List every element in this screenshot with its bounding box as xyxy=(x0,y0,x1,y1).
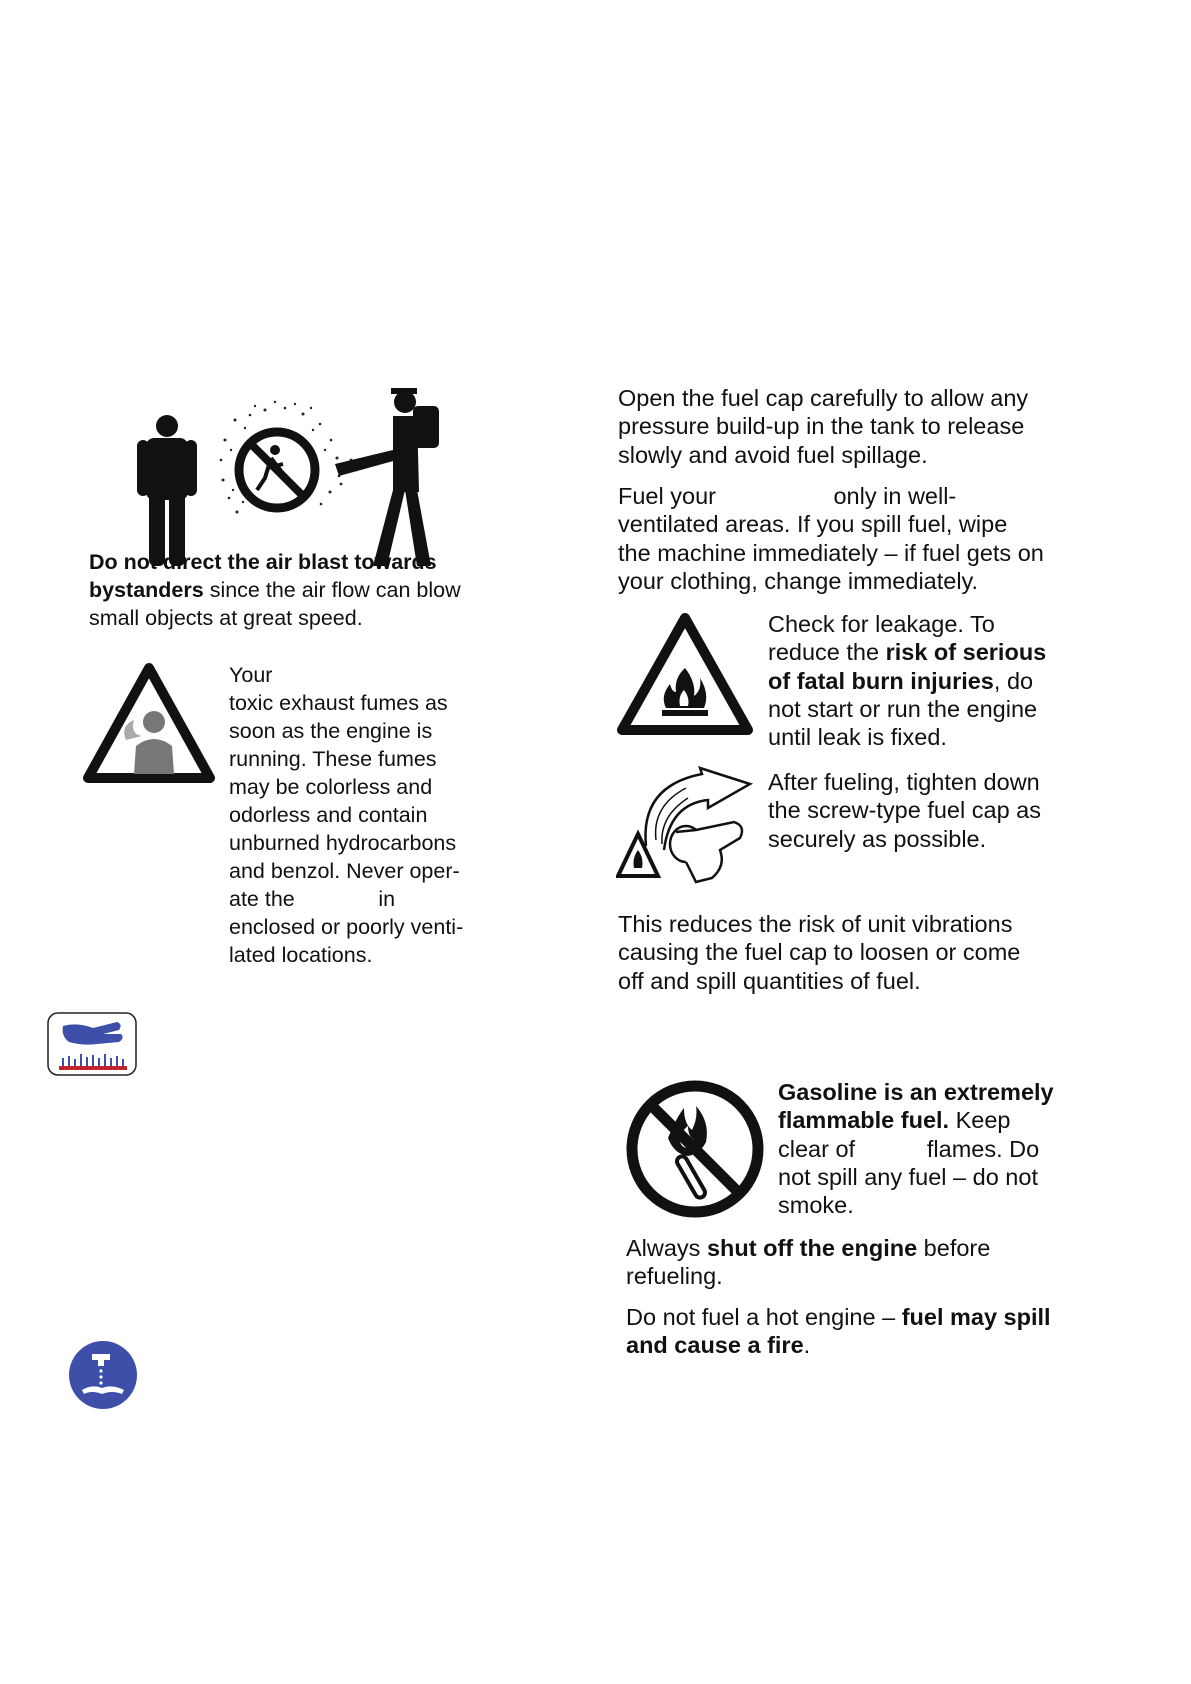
leak-check-text xyxy=(768,610,1058,751)
air-blast-warning-rest: since the air flow can blow small objects at great speed. xyxy=(89,578,461,630)
no-open-flame-icon xyxy=(624,1078,766,1220)
exhaust-line: toxic exhaust fumes as xyxy=(229,691,448,715)
hot-engine-pre: Do not fuel a hot engine – xyxy=(626,1304,902,1330)
hot-engine-bold: fuel may spill and cause a fire xyxy=(626,1304,1051,1359)
exhaust-line: Your xyxy=(229,663,273,687)
hot-engine-text xyxy=(626,1303,1056,1360)
no-pedestrian-icon xyxy=(239,432,315,508)
gasoline-warning xyxy=(778,1078,1058,1219)
exhaust-line: lated locations. xyxy=(229,943,373,967)
flammable-warning-icon xyxy=(616,612,754,736)
hot-engine-post: . xyxy=(803,1332,811,1359)
toxic-fumes-warning-icon xyxy=(82,662,216,784)
exhaust-line: and benzol. Never oper- xyxy=(229,859,460,883)
fuel-cap-open-text: Open the fuel cap carefully to allow any pressure build-up in the tank to release slowly and avoid fuel spillage. xyxy=(618,385,1029,468)
shut-off-post: before refueling. xyxy=(626,1235,991,1290)
operator-blower-icon xyxy=(335,388,439,566)
wash-hands-icon xyxy=(68,1340,138,1410)
exhaust-line: soon as the engine is xyxy=(229,719,433,743)
leak-check-post: , do not start or run the engine until leak is fixed. xyxy=(768,667,1038,751)
exhaust-line: ate the in xyxy=(229,887,396,911)
exhaust-line: odorless and contain xyxy=(229,803,428,827)
bystander-person-icon xyxy=(137,415,197,566)
wear-gloves-icon xyxy=(47,1012,137,1076)
exhaust-line: unburned hydrocarbons xyxy=(229,831,457,855)
shut-off-engine-text xyxy=(626,1234,1056,1291)
exhaust-fumes-warning xyxy=(229,661,479,969)
gasoline-warning-post: Keep clear of flames. Do not spill any fuel – do not smoke. xyxy=(778,1107,1046,1219)
exhaust-line: running. These fumes xyxy=(229,747,437,771)
gasoline-warning-bold: Gasoline is an extremely flammable fuel. xyxy=(778,1079,1054,1134)
air-blast-warning xyxy=(89,548,484,632)
leak-check-pre: Check for leakage. To reduce the xyxy=(768,611,995,666)
tighten-cap-icon xyxy=(616,766,756,884)
exhaust-line: may be colorless and xyxy=(229,775,433,799)
blower-illustration xyxy=(125,380,485,570)
air-blast-warning-bold: Do not direct the air blast towards bystanders xyxy=(89,550,437,602)
exhaust-line: enclosed or poorly venti- xyxy=(229,915,464,939)
fuel-ventilation-line: ventilated areas. If you spill fuel, wipe xyxy=(618,511,1008,538)
tighten-cap-text: After fueling, tighten down the screw-type fuel cap as securely as possible. xyxy=(768,769,1041,852)
shut-off-bold: shut off the engine xyxy=(706,1235,918,1261)
fuel-ventilation-line: the machine immediately – if fuel gets on xyxy=(618,539,1044,566)
fuel-ventilation-line: your clothing, change immediately. xyxy=(618,567,979,594)
leak-check-bold: risk of serious of fatal burn injuries xyxy=(768,639,1047,694)
fuel-ventilation-text xyxy=(618,482,1058,595)
shut-off-pre: Always xyxy=(626,1235,707,1261)
fuel-ventilation-line: Fuel your only in well- xyxy=(618,483,957,509)
vibration-text: This reduces the risk of unit vibrations causing the fuel cap to loosen or come off and spill quantities of fuel. xyxy=(618,911,1021,994)
